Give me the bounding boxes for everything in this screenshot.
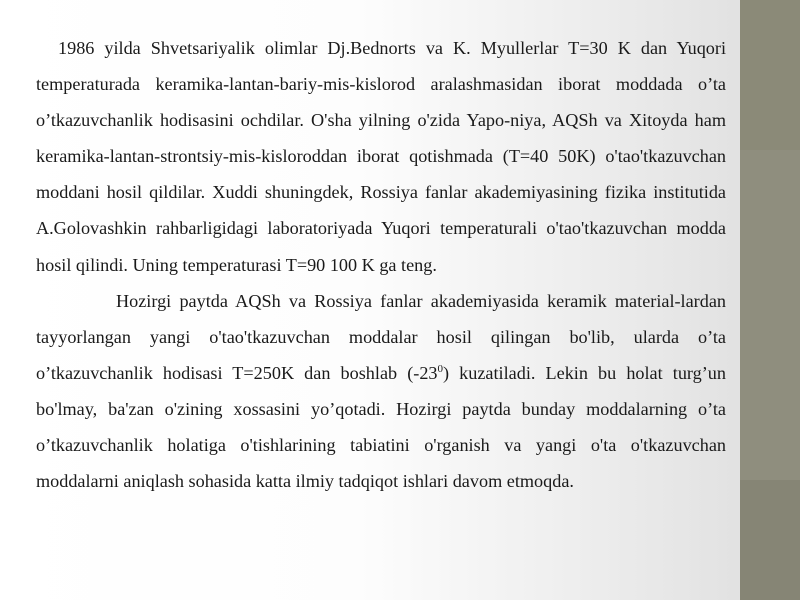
side-bar-bottom-strip (740, 480, 800, 600)
side-bar-middle-strip (740, 150, 800, 480)
paragraph-current-research-text-start: Hozirgi paytda AQSh va Rossiya fanlar akademiyasida keramik material-lardan tayyorlangan yangi o'tao'tkazuvchan moddalar hosil qilingan bo'lib, ularda o’ta o’tkazuvchanlik hodisasi T=250K dan boshlab (-23 (36, 290, 726, 383)
decorative-side-bar (740, 0, 800, 600)
degree-superscript: 0 (437, 362, 444, 375)
side-bar-top-strip (740, 0, 800, 150)
paragraph-current-research (36, 283, 726, 500)
paragraph-discovery-history: 1986 yilda Shvetsariyalik olimlar Dj.Bednorts va K. Myullerlar T=30 K dan Yuqori temperaturada keramika-lantan-bariy-mis-kislorod aralashmasidan iborat moddada o’ta o’tkazuvchanlik hodisasini ochdilar. O'sha yilning o'zida Yapo-niya, AQSh va Xitoyda ham keramika-lantan-strontsiy-mis-kisloroddan iborat qotishmada (T=40 50K) o'tao'tkazuvchan moddani hosil qildilar. Xuddi shuningdek, Rossiya fanlar akademiyasining fizika institutida A.Golovashkin rahbarligidagi laboratoriyada Yuqori temperaturali o'tao'tkazuvchan modda hosil qilindi. Uning temperaturasi T=90 100 K ga teng. (36, 38, 726, 275)
slide-text-body (36, 30, 726, 499)
paragraph-current-research-text-end: ) kuzatiladi. Lekin bu holat turg’un bo'lmay, ba'zan o'zining xossasini yo’qotadi. Hozirgi paytda bunday moddalarning o’ta o’tkazuvchanlik holatiga o'tishlarining tabiatini o'rganish va yangi o'ta o'tkazuvchan moddalarni aniqlash sohasida katta ilmiy tadqiqot ishlari davom etmoqda. (36, 362, 726, 492)
